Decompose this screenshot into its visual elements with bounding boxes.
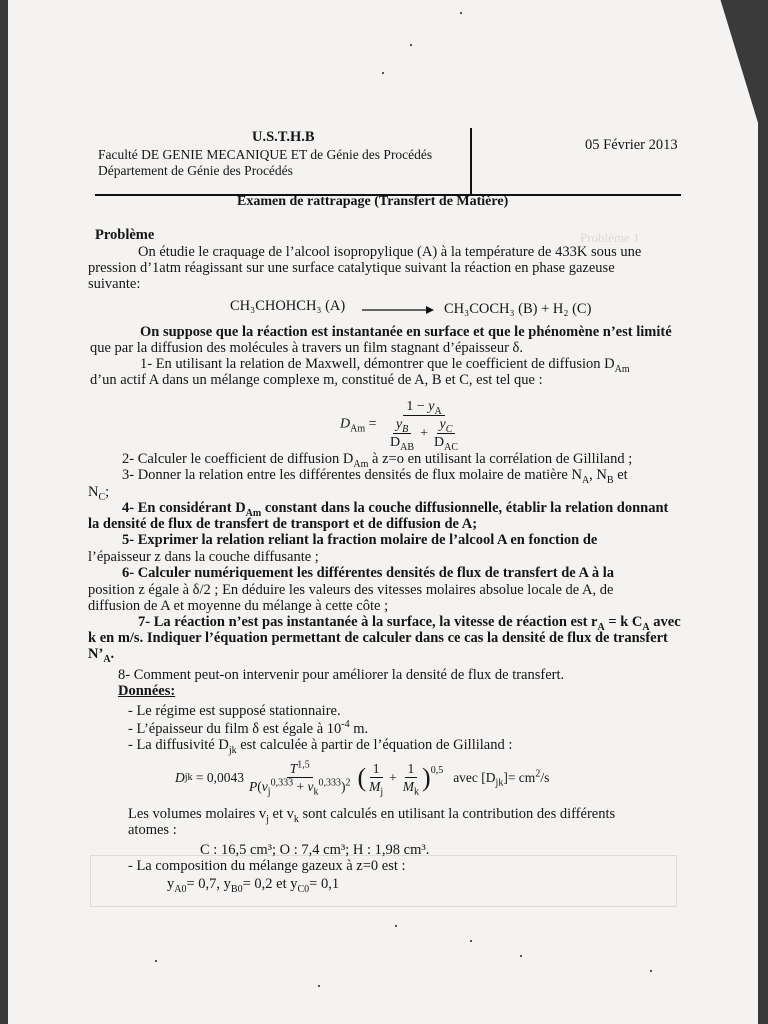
intro-line-3: suivante: bbox=[88, 276, 141, 292]
reaction-products: CH₃COCH₃ (B) + H₂ (C) bbox=[444, 301, 592, 317]
question-7-line-1: 7- La réaction n’est pas instantanée à la surface, la vitesse de réaction est $r_A = k$ $C_A$ avec bbox=[138, 614, 681, 633]
question-1-line-2: d’un actif A dans un mélange complexe m, constitué de A, B et C, est tel que : bbox=[90, 372, 543, 388]
data-heading: Données: bbox=[118, 683, 176, 699]
intro-line-1: On étudie le craquage de l’alcool isopropylique (A) à la température de 433K sous une bbox=[138, 244, 642, 260]
scan-speck bbox=[382, 72, 384, 74]
question-5-line-1: 5- Exprimer la relation reliant la fraction molaire de l’alcool A en fonction de bbox=[122, 532, 598, 548]
scan-speck bbox=[470, 940, 472, 942]
data-line-1: - Le régime est supposé stationnaire. bbox=[128, 703, 341, 719]
gilliland-equation: D jk = 0,0043 $\frac{T^{1,5}}{P(v_j^{0,333} + v_k^{0,333})^2}$ ( $\frac{1}{M_j}$ + $\frac{1}{M_k}$ ) 0,5 avec $[D_{jk}]= cm^2/s$ bbox=[175, 759, 550, 798]
exam-title: Examen de rattrapage (Transfert de Matière) bbox=[237, 194, 509, 209]
bleed-through-text: Problème 1 bbox=[580, 230, 640, 245]
scan-speck bbox=[650, 970, 652, 972]
exam-date: 05 Février 2013 bbox=[585, 137, 678, 153]
question-1-line-1: 1- En utilisant la relation de Maxwell, démontrer que le coefficient de diffusion $D_{Am}$ bbox=[140, 356, 630, 375]
reaction-reactant: CH₃CHOHCH₃ (A) bbox=[230, 298, 346, 314]
question-6-line-3: diffusion de A et moyenne du mélange à cette côte ; bbox=[88, 598, 389, 614]
department-name: Département de Génie des Procédés bbox=[98, 163, 293, 178]
maxwell-equation: $D_{Am}$ = $1 - y_A$ $\frac{y_B}{D_{AB}}$ + $\frac{y_C}{D_{AC}}$ bbox=[340, 399, 458, 453]
composition-line: - La composition du mélange gazeux à z=0 est : bbox=[128, 858, 406, 874]
question-4-line-2: la densité de flux de transfert de transport et de diffusion de A; bbox=[88, 516, 478, 532]
hypothesis-line-2: que par la diffusion des molécules à travers un film stagnant d’épaisseur δ. bbox=[90, 340, 523, 356]
problem-heading: Problème bbox=[95, 227, 155, 243]
molar-volumes-line-1: Les volumes molaires $v_j$ et $v_k$ sont calculés en utilisant la contribution des différents bbox=[128, 806, 616, 825]
header-vertical-rule bbox=[470, 128, 472, 196]
scan-speck bbox=[155, 960, 157, 962]
question-3-line-1: 3- Donner la relation entre les différentes densités de flux molaire de matière $N_A$, $N_B$ et bbox=[122, 467, 628, 486]
question-2: 2- Calculer le coefficient de diffusion $D_{Am}$ à z=o en utilisant la corrélation de Gilliland ; bbox=[122, 451, 633, 470]
intro-line-2: pression d’1atm réagissant sur une surface catalytique suivant la réaction en phase gazeuse bbox=[88, 260, 615, 276]
scan-speck bbox=[460, 12, 462, 14]
faculty-name: Faculté DE GENIE MECANIQUE ET de Génie des Procédés bbox=[98, 147, 433, 162]
question-8: 8- Comment peut-on intervenir pour améliorer la densité de flux de transfert. bbox=[118, 667, 565, 683]
question-5-line-2: l’épaisseur z dans la couche diffusante ; bbox=[88, 549, 319, 565]
question-7-line-3: $N’_A$. bbox=[88, 646, 115, 665]
reaction-arrow-icon bbox=[362, 304, 434, 316]
molar-volumes-line-2: atomes : bbox=[128, 822, 177, 838]
question-6-line-1: 6- Calculer numériquement les différentes densités de flux de transfert de A à la bbox=[122, 565, 615, 581]
hypothesis-line-1: On suppose que la réaction est instantanée en surface et que le phénomène n’est limité bbox=[140, 324, 672, 340]
data-line-2: - L’épaisseur du film δ est égale à $10^{-4}$ m. bbox=[128, 719, 369, 737]
scan-speck bbox=[318, 985, 320, 987]
question-7-line-2: k en m/s. Indiquer l’équation permettant de calculer dans ce cas la densité de flux de transfert bbox=[88, 630, 668, 646]
scan-speck bbox=[520, 955, 522, 957]
scan-speck bbox=[395, 925, 397, 927]
question-6-line-2: position z égale à δ/2 ; En déduire les valeurs des vitesses molaires absolue locale de A, de bbox=[88, 582, 614, 598]
atomic-contributions: C : 16,5 cm³; O : 7,4 cm³; H : 1,98 cm³. bbox=[200, 842, 430, 858]
question-4-line-1: 4- En considérant $D_{Am}$ constant dans la couche diffusionnelle, établir la relation donnant bbox=[122, 500, 669, 519]
question-3-line-2: $N_C$; bbox=[88, 484, 110, 503]
university-name: U.S.T.H.B bbox=[252, 129, 315, 145]
scan-speck bbox=[410, 44, 412, 46]
data-line-3: - La diffusivité $D_{jk}$ est calculée à partir de l’équation de Gilliland : bbox=[128, 737, 513, 756]
mole-fractions: $y_{A0}= 0,7$, $y_{B0}= 0,2$ et $y_{C0}= 0,1$ bbox=[167, 876, 340, 895]
